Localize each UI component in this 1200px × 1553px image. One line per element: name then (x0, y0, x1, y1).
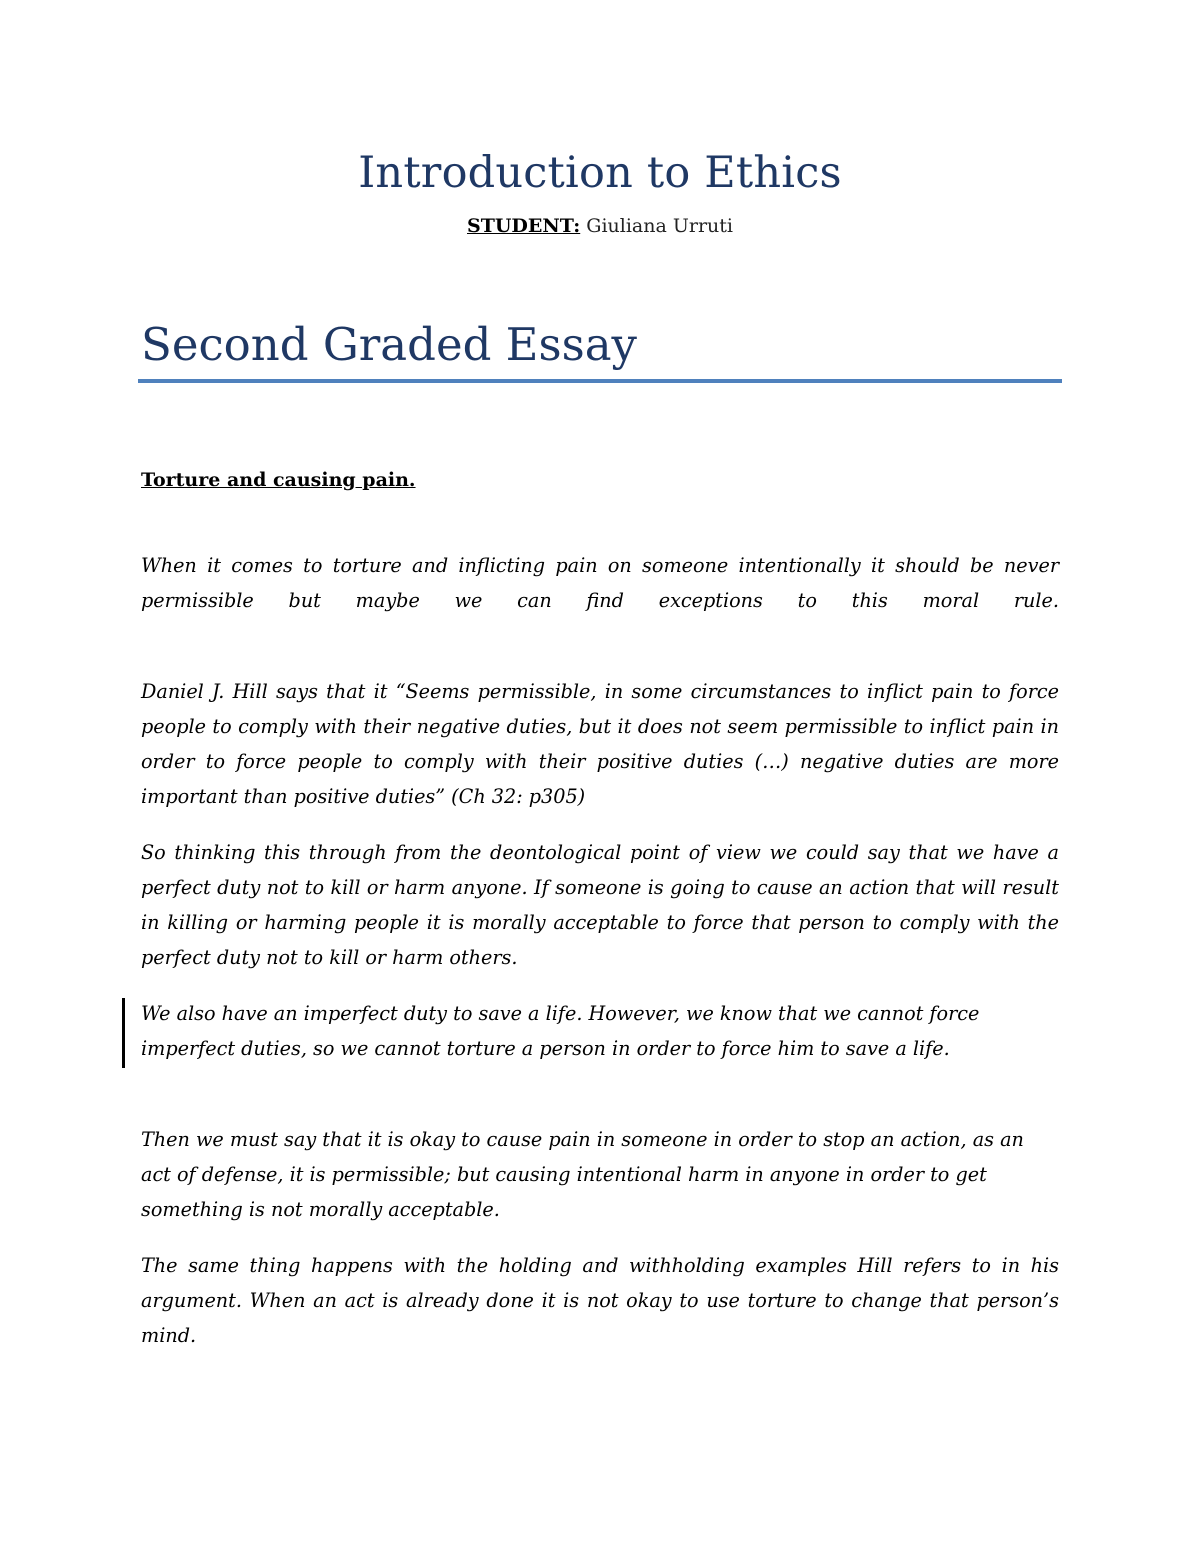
revision-change-bar (122, 998, 125, 1068)
paragraph-3: So thinking this through from the deontological point of view we could say that we have a perfect duty not to kill or harm anyone. If someone is going to cause an action that will result in killing or harming people it is morally acceptable to force that person to comply with the perfect duty not to kill or harm others. (141, 841, 1059, 969)
title-underline-rule (138, 379, 1062, 383)
document-title: Second Graded Essay (141, 318, 637, 371)
paragraph-6: The same thing happens with the holding and withholding examples Hill refers to in his argument. When an act is already done it is not okay to use torture to change that person’s mind. (141, 1254, 1059, 1347)
course-title: Introduction to Ethics (358, 148, 842, 198)
paragraph-1: When it comes to torture and inflicting pain on someone intentionally it should be never permissible but maybe we can find exceptions to this moral rule. (141, 554, 1059, 612)
paragraph-5: Then we must say that it is okay to cause pain in someone in order to stop an action, as an act of defense, it is permissible; but causing intentional harm in anyone in order to get something is not morally acceptable. (141, 1128, 1024, 1221)
paragraph-2: Daniel J. Hill says that it “Seems permissible, in some circumstances to inflict pain to force people to comply with their negative duties, but it does not seem permissible to inflict pain in order to force people to comply with their positive duties (…) negative duties are more important than positive duties” (Ch 32: p305) (141, 680, 1059, 808)
student-name: Giuliana Urruti (586, 215, 733, 237)
section-heading: Torture and causing pain. (141, 469, 416, 491)
student-line (0, 211, 1200, 241)
paragraph-4: We also have an imperfect duty to save a life. However, we know that we cannot force imperfect duties, so we cannot torture a person in order to force him to save a life. (141, 1002, 980, 1060)
student-label: STUDENT: (467, 215, 581, 237)
